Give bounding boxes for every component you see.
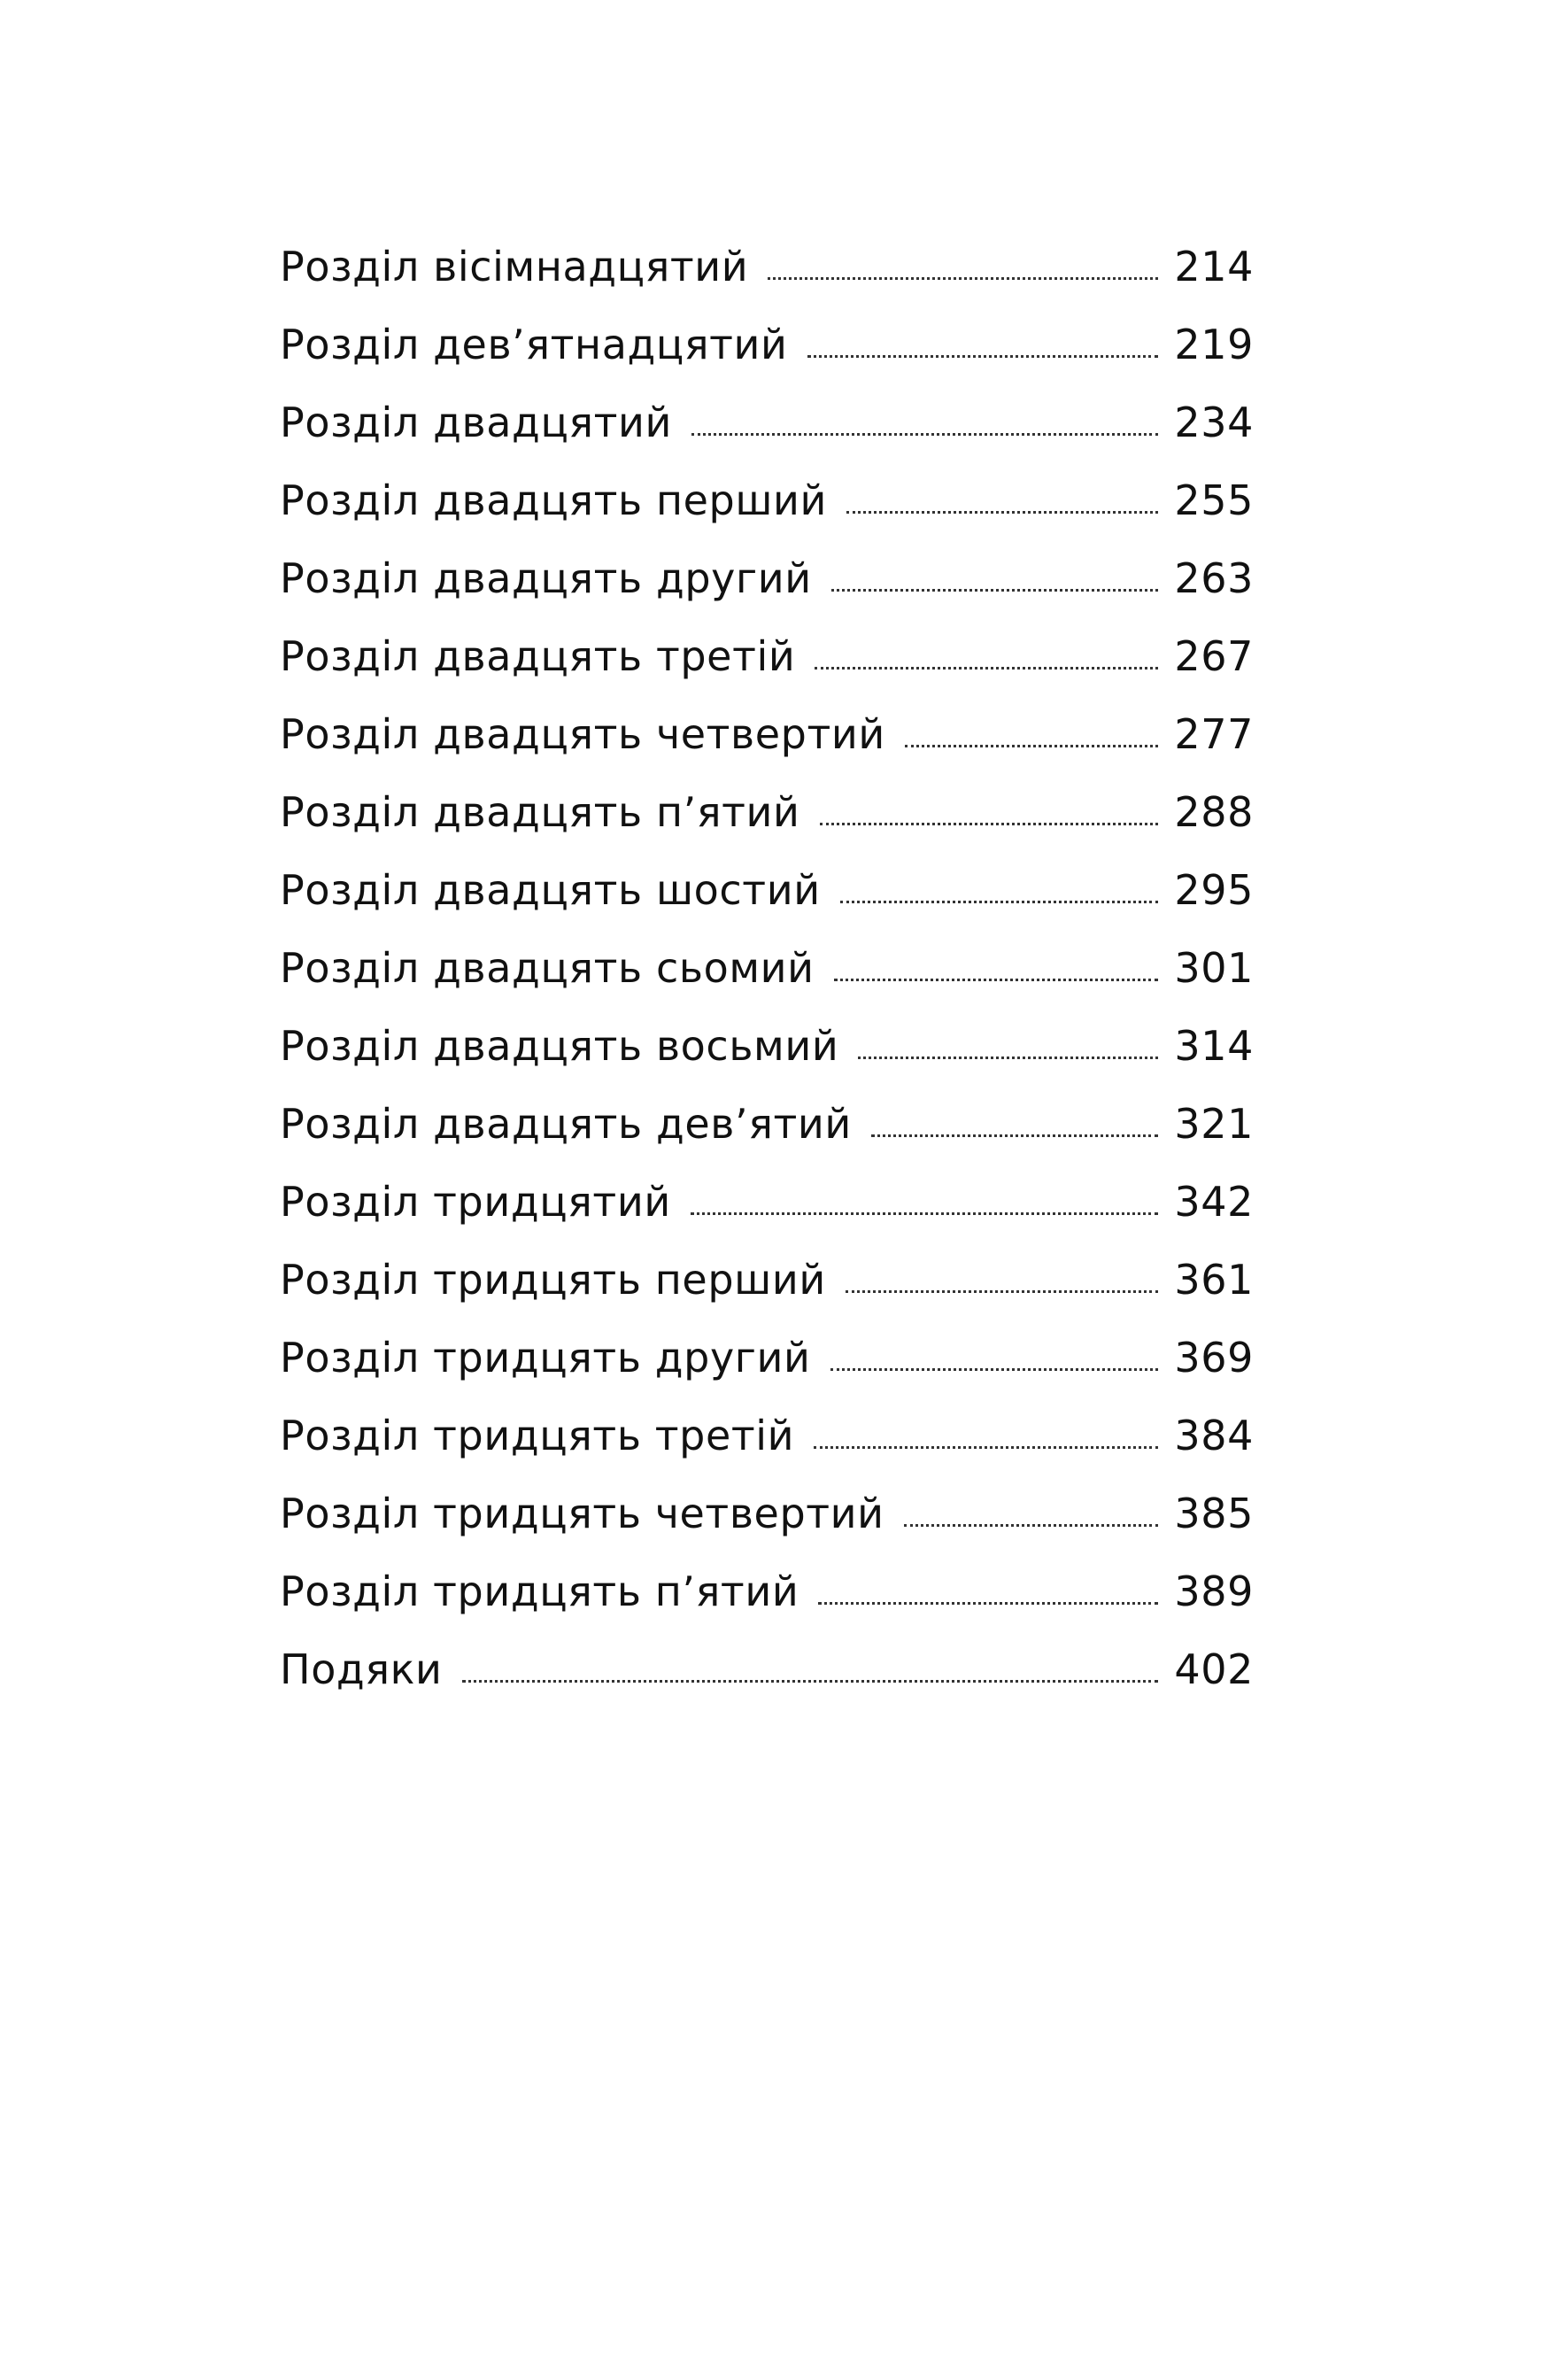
toc-entry-title: Розділ двадцять третій — [280, 632, 796, 680]
table-of-contents — [280, 209, 1254, 1693]
dot-leader — [905, 745, 1158, 747]
toc-entry-title: Розділ двадцять сьомий — [280, 944, 815, 992]
toc-entry-title: Розділ тридцять п’ятий — [280, 1567, 799, 1615]
toc-entry-title: Розділ вісімнадцятий — [280, 243, 749, 290]
toc-entry-title: Розділ двадцять восьмий — [280, 1022, 839, 1070]
toc-entry-title: Розділ тридцять четвертий — [280, 1490, 884, 1537]
toc-entry-page: 277 — [1174, 710, 1254, 758]
toc-entry — [280, 1066, 1254, 1148]
dot-leader — [814, 1446, 1158, 1449]
toc-entry — [280, 1612, 1254, 1693]
toc-entry-title: Розділ тридцять третій — [280, 1412, 795, 1459]
toc-entry-title: Розділ двадцять п’ятий — [280, 788, 800, 836]
toc-entry-title: Розділ тридцятий — [280, 1178, 671, 1226]
toc-entry-title: Розділ двадцять дев’ятий — [280, 1100, 852, 1148]
toc-entry-page: 301 — [1174, 944, 1254, 992]
toc-entry-title: Розділ двадцять другий — [280, 554, 812, 602]
toc-entry — [280, 755, 1254, 836]
dot-leader — [768, 277, 1158, 280]
dot-leader — [834, 979, 1158, 981]
dot-leader — [815, 667, 1158, 670]
toc-entry — [280, 677, 1254, 758]
toc-entry-page: 389 — [1174, 1567, 1254, 1615]
dot-leader — [831, 589, 1158, 592]
toc-entry-page: 369 — [1174, 1334, 1254, 1382]
dot-leader — [858, 1057, 1158, 1059]
dot-leader — [691, 1212, 1158, 1215]
toc-entry — [280, 443, 1254, 524]
dot-leader — [846, 511, 1158, 514]
toc-entry-title: Розділ двадцятий — [280, 399, 673, 446]
toc-entry-page: 385 — [1174, 1490, 1254, 1537]
toc-entry — [280, 1144, 1254, 1226]
toc-entry-page: 214 — [1174, 243, 1254, 290]
toc-entry-title: Розділ тридцять перший — [280, 1256, 826, 1304]
dot-leader — [846, 1290, 1158, 1293]
toc-entry-page: 288 — [1174, 788, 1254, 836]
dot-leader — [840, 901, 1158, 903]
toc-entry — [280, 1300, 1254, 1382]
dot-leader — [904, 1524, 1158, 1527]
toc-entry-page: 342 — [1174, 1178, 1254, 1226]
dot-leader — [820, 823, 1158, 825]
toc-entry — [280, 1378, 1254, 1459]
toc-entry-page: 255 — [1174, 476, 1254, 524]
toc-entry-page: 263 — [1174, 554, 1254, 602]
toc-entry — [280, 365, 1254, 446]
dot-leader — [818, 1602, 1158, 1605]
toc-entry-page: 267 — [1174, 632, 1254, 680]
toc-entry — [280, 599, 1254, 680]
dot-leader — [807, 355, 1159, 358]
toc-entry-page: 321 — [1174, 1100, 1254, 1148]
toc-entry — [280, 988, 1254, 1070]
toc-entry-page: 402 — [1174, 1645, 1254, 1693]
toc-entry-title: Розділ дев’ятнадцятий — [280, 321, 788, 368]
toc-entry-title: Подяки — [280, 1645, 443, 1693]
toc-entry — [280, 910, 1254, 992]
toc-entry-page: 384 — [1174, 1412, 1254, 1459]
toc-entry-page: 314 — [1174, 1022, 1254, 1070]
toc-entry — [280, 521, 1254, 602]
toc-entry — [280, 1456, 1254, 1537]
toc-entry-title: Розділ двадцять шостий — [280, 866, 821, 914]
toc-entry — [280, 209, 1254, 290]
toc-entry-title: Розділ тридцять другий — [280, 1334, 811, 1382]
toc-entry-page: 361 — [1174, 1256, 1254, 1304]
toc-entry-page: 219 — [1174, 321, 1254, 368]
toc-entry — [280, 1222, 1254, 1304]
toc-entry-page: 234 — [1174, 399, 1254, 446]
toc-entry-title: Розділ двадцять перший — [280, 476, 828, 524]
toc-entry — [280, 1534, 1254, 1615]
toc-entry-title: Розділ двадцять четвертий — [280, 710, 885, 758]
dot-leader — [871, 1134, 1158, 1137]
dot-leader — [691, 433, 1158, 436]
dot-leader — [462, 1680, 1159, 1683]
toc-entry-page: 295 — [1174, 866, 1254, 914]
toc-entry — [280, 832, 1254, 914]
toc-entry — [280, 287, 1254, 368]
dot-leader — [830, 1368, 1158, 1371]
